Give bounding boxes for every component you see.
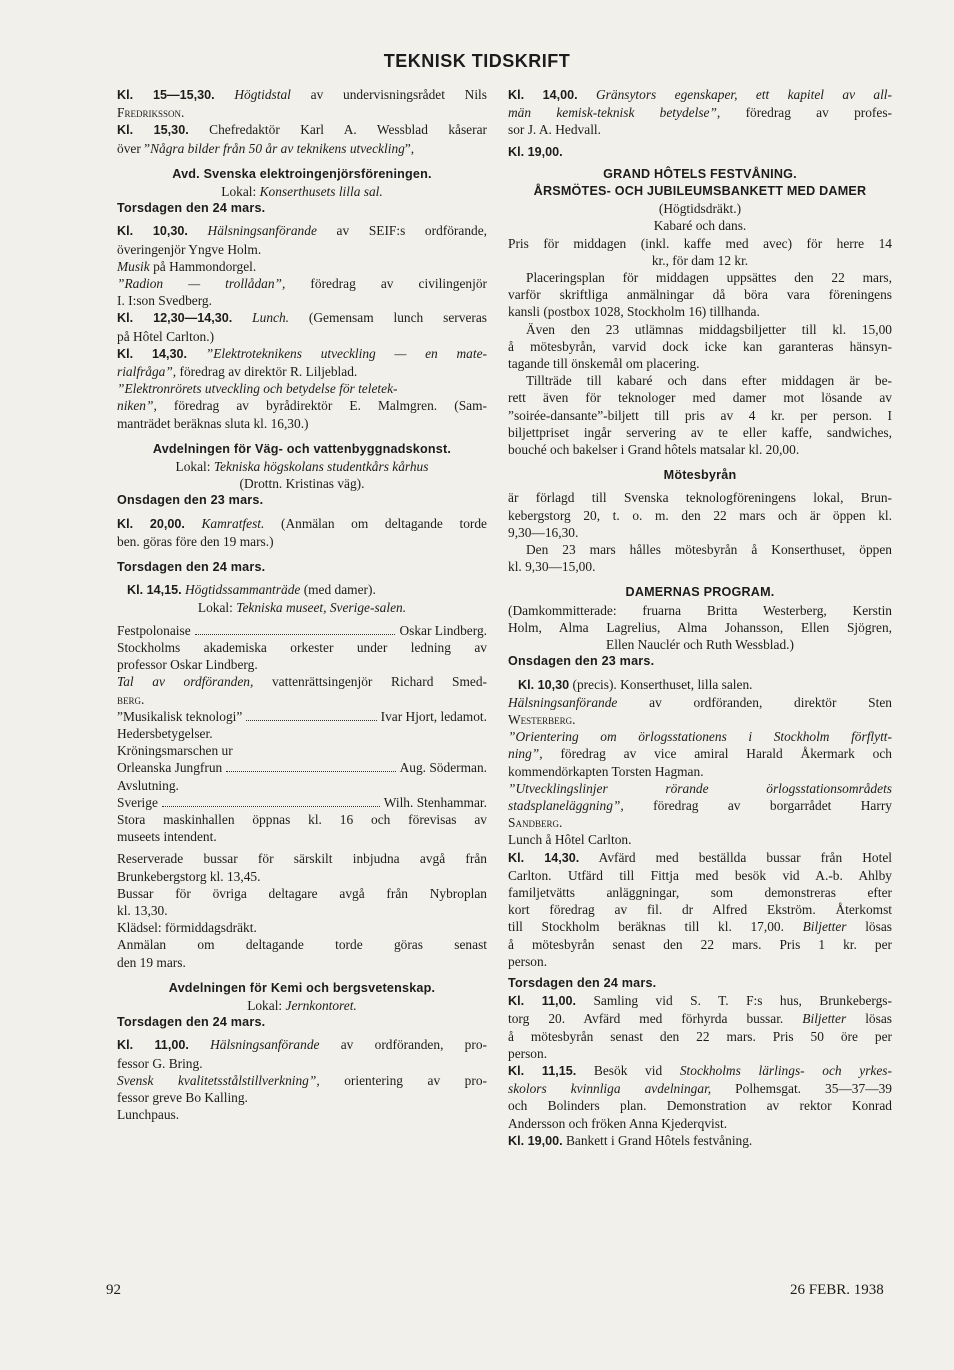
text-line: Kl. 11,15. Besök vid Stockholms lärlings- och yrkes- — [508, 1062, 892, 1078]
text-line: över ”Några bilder från 50 år av teknikens utveckling”, — [117, 140, 415, 156]
text-line: professor Oskar Lindberg. — [117, 657, 258, 673]
text-line: Tillträde till kabaré och dans efter middagen är be- — [526, 373, 892, 389]
text-line: niken”, föredrag av byrådirektör E. Malmgren. (Sam- — [117, 398, 487, 414]
program-item: Orleanska Jungfrun Aug. Söderman. — [117, 760, 487, 776]
lokal-line: Lokal: Konserthusets lilla sal. — [221, 184, 383, 200]
text-line: ”Radion — trollådan”, föredrag av civilingenjör — [117, 276, 487, 292]
text-line: Lunch å Hôtel Carlton. — [508, 832, 632, 848]
text-line: Andersson och fröken Anna Kjederqvist. — [508, 1115, 728, 1131]
text-line: Klädsel: förmiddagsdräkt. — [117, 920, 257, 936]
text-line: kort föredrag av fil. dr Alfred Ekström. Återkomst — [508, 902, 892, 918]
text-line: kommendörkapten Torsten Hagman. — [508, 763, 704, 779]
text-line: Kl. 19,00. Bankett i Grand Hôtels festvåning. — [508, 1132, 753, 1148]
text-line: sor J. A. Hedvall. — [508, 122, 601, 138]
text-line: Fredriksson. — [117, 105, 185, 121]
text-line: torg 20. Avfärd med förhyrda bussar. Biljetter lösas — [508, 1011, 892, 1027]
text-line: Anmälan om deltagande torde göras senast — [117, 937, 487, 953]
text-line: kebergstorg 20, t. o. m. den 22 mars och är öppen kl. — [508, 507, 892, 523]
text-line: den 19 mars. — [117, 954, 186, 970]
text-line: Kl. 15,30. Chefredaktör Karl A. Wessblad kåserar — [117, 122, 487, 138]
lokal-line: (Drottn. Kristinas väg). — [239, 476, 365, 492]
text-line: Musik på Hammondorgel. — [117, 258, 257, 274]
text-line: ning”, föredrag av vice amiral Harald Åkermark och — [508, 746, 892, 762]
program-item: ”Musikalisk teknologi” Ivar Hjort, ledamot. — [117, 708, 487, 724]
text-line: Kl. 15—15,30. Högtidstal av undervisningsrådet Nils — [117, 87, 487, 102]
text-line: I. I:son Svedberg. — [117, 293, 212, 309]
text-line: å mötesbyrån senast den 22 mars. Pris 50 öre per — [508, 1028, 892, 1044]
text-line: kansli (postbox 1028, Stockholm 16) tillhanda. — [508, 304, 760, 320]
text-line: ben. göras före den 19 mars.) — [117, 533, 274, 549]
day-heading: Onsdagen den 23 mars. — [117, 493, 264, 508]
text-line: till Stockholm beräknas till kl. 17,00. Biljetter lösas — [508, 919, 892, 935]
text-line: å mötesbyrån, varvid dock icke kan garanteras hänsyn- — [508, 338, 892, 354]
text-line: Kl. 10,30 (precis). Konserthuset, lilla salen. — [518, 676, 753, 692]
text-line: Kl. 14,30. Avfärd med beställda bussar från Hotel — [508, 849, 893, 865]
text-line: Carlton. Utfärd till Fittja med besök vid A.-b. Ahlby — [508, 867, 892, 883]
text-line: män kemisk-teknisk betydelse”, föredrag av profes- — [508, 105, 893, 121]
text-line: person. — [508, 1045, 548, 1061]
right-column — [508, 86, 892, 1150]
text-line: överingenjör Yngve Holm. — [117, 241, 262, 257]
text-line: bouché och bakelser i Grand hôtels matsalar kl. 20,00. — [508, 442, 800, 458]
text-line: manträdet beräknas sluta kl. 16,30.) — [117, 415, 309, 431]
page-number: 92 — [106, 1282, 121, 1298]
text-line: skolors kvinnliga avdelningar, Polhemsgat. 35—37—39 — [508, 1081, 892, 1097]
text-line: Placeringsplan för middagen uppsättes den 22 mars, — [526, 270, 892, 286]
text-line: Bussar för övriga deltagare avgå från Nybroplan — [117, 885, 487, 901]
text-line: Hälsningsanförande av ordföranden, direktör Sten — [508, 694, 892, 710]
text-line: Den 23 mars hålles mötesbyrån å Konserthuset, öppen — [526, 542, 892, 558]
text-line: rialfråga”, föredrag av direktör R. Liljeblad. — [117, 364, 358, 380]
text-line: Brunkebergstorg kl. 13,45. — [117, 868, 261, 884]
text-line: och Bolinders plan. Demonstration av rektor Konrad — [508, 1098, 892, 1114]
text-line: kl. 13,30. — [117, 902, 168, 918]
masthead: TEKNISK TIDSKRIFT — [383, 51, 571, 71]
lokal-line: Lokal: Jernkontoret. — [247, 997, 357, 1013]
issue-date: 26 FEBR. 1938 — [790, 1282, 884, 1298]
section-heading: Mötesbyrån — [663, 468, 737, 483]
text-line: familjetvätts anläggningar, som demonstreras efter — [508, 884, 892, 900]
text-line: ”Elektronrörets utveckling och betydelse för teletek- — [117, 381, 398, 397]
text-line: Kl. 12,30—14,30. Lunch. (Gemensam lunch serveras — [117, 310, 488, 326]
text-line: ”Utvecklingslinjer rörande örlogsstationsområdets — [508, 780, 892, 796]
text-line: Reserverade bussar för särskilt inbjudna avgå från — [117, 851, 487, 867]
day-heading: Torsdagen den 24 mars. — [117, 560, 266, 575]
text-line: Stora maskinhallen öppnas kl. 16 och förevisas av — [117, 811, 487, 827]
text-line: Kröningsmarschen ur — [117, 743, 233, 759]
section-heading: Avdelningen för Väg- och vattenbyggnadskonst. — [152, 441, 452, 456]
text-line: Kl. 14,00. Gränsytors egenskaper, ett kapitel av all- — [508, 87, 892, 102]
text-line: kr., för dam 12 kr. — [651, 252, 749, 268]
text-line: Kl. 10,30. Hälsningsanförande av SEIF:s ordförande, — [117, 223, 487, 239]
text-line: å mötesbyrån senast den 22 mars. Pris 1 kr. per — [508, 936, 892, 952]
text-line: Lunchpaus. — [117, 1107, 180, 1123]
text-line: Svensk kvalitetsstålstillverkning”, orientering av pro- — [117, 1072, 487, 1088]
section-heading: ÅRSMÖTES- OCH JUBILEUMSBANKETT MED DAMER — [533, 184, 867, 199]
left-column — [117, 86, 487, 1123]
text-line: (Högtidsdräkt.) — [658, 201, 742, 217]
day-heading: Torsdagen den 24 mars. — [508, 975, 657, 990]
text-line: på Hôtel Carlton.) — [117, 328, 215, 344]
text-line: biljettpriset ingår servering av te eller kaffe, sandwiches, — [508, 424, 892, 440]
section-heading: Avdelningen för Kemi och bergsvetenskap. — [168, 980, 436, 995]
text-line: Westerberg. — [508, 711, 576, 727]
text-line: 9,30—16,30. — [508, 524, 579, 540]
text-line: Även den 23 utlämnas middagsbiljetter till kl. 15,00 — [526, 321, 892, 337]
text-line: Kl. 14,15. Högtidssammanträde (med damer). — [127, 582, 376, 598]
text-line: person. — [508, 953, 548, 969]
program-item: Sverige Wilh. Stenhammar. — [117, 794, 487, 810]
text-line: Kabaré och dans. — [653, 218, 747, 234]
text-line: Kl. 20,00. Kamratfest. (Anmälan om deltagande torde — [117, 515, 487, 531]
program-item: Festpolonaise Oskar Lindberg. — [117, 622, 487, 638]
text-line: Avslutning. — [117, 777, 179, 793]
text-line: berg. — [117, 691, 145, 707]
text-line: Stockholms akademiska orkester under ledning av — [117, 639, 487, 655]
text-line: stadsplaneläggning”, föredrag av borgarrådet Harry — [508, 797, 892, 813]
lokal-line: Lokal: Tekniska högskolans studentkårs kårhus — [175, 459, 429, 475]
text-line: är förlagd till Svenska teknologföreningens lokal, Brun- — [508, 490, 892, 506]
text-line: Kl. 11,00. Hälsningsanförande av ordföranden, pro- — [117, 1037, 487, 1053]
text-line: Sandberg. — [508, 815, 563, 831]
text-line: fessor G. Bring. — [117, 1055, 203, 1071]
text-line: fessor greve Bo Kalling. — [117, 1089, 248, 1105]
text-line: Kl. 14,30. ”Elektroteknikens utveckling — en mate- — [117, 345, 487, 361]
text-line: ”Orientering om örlogsstationens i Stockholm förflytt- — [508, 729, 892, 745]
text-line: (Damkommitterade: fruarna Britta Westerberg, Kerstin — [508, 602, 892, 618]
section-heading: GRAND HÔTELS FESTVÅNING. — [603, 166, 797, 181]
day-heading: Torsdagen den 24 mars. — [117, 201, 266, 216]
text-line: rett även för teknologer med damer mot lösande av — [508, 390, 892, 406]
text-line: Kl. 11,00. Samling vid S. T. F:s hus, Brunkebergs- — [508, 993, 892, 1009]
section-heading: DAMERNAS PROGRAM. — [625, 585, 775, 600]
day-heading: Onsdagen den 23 mars. — [508, 654, 655, 669]
text-line: Holm, Alma Lagrelius, Alma Johansson, Ellen Sjögren, — [508, 619, 892, 635]
day-heading: Torsdagen den 24 mars. — [117, 1015, 266, 1030]
text-line: tagande till önskemål om placering. — [508, 356, 700, 372]
text-line: Ellen Nauclér och Ruth Wessblad.) — [606, 637, 794, 653]
text-line: Pris för middagen (inkl. kaffe med avec) för herre 14 — [508, 235, 892, 251]
lokal-line: Lokal: Tekniska museet, Sverige-salen. — [197, 600, 407, 616]
text-line: Tal av ordföranden, vattenrättsingenjör Richard Smed- — [117, 674, 487, 690]
text-line: Hedersbetygelser. — [117, 725, 213, 741]
text-line: museets intendent. — [117, 829, 217, 845]
section-heading: Avd. Svenska elektroingenjörsföreningen. — [172, 166, 432, 181]
text-line: varför skriftliga anmälningar då böra vara föreningens — [508, 287, 892, 303]
text-line: kl. 9,30—15,00. — [508, 559, 596, 575]
text-line: ”soirée-dansante”-biljett till pris av 4 kr. per person. I — [508, 407, 892, 423]
text-line: Kl. 19,00. — [508, 144, 563, 159]
